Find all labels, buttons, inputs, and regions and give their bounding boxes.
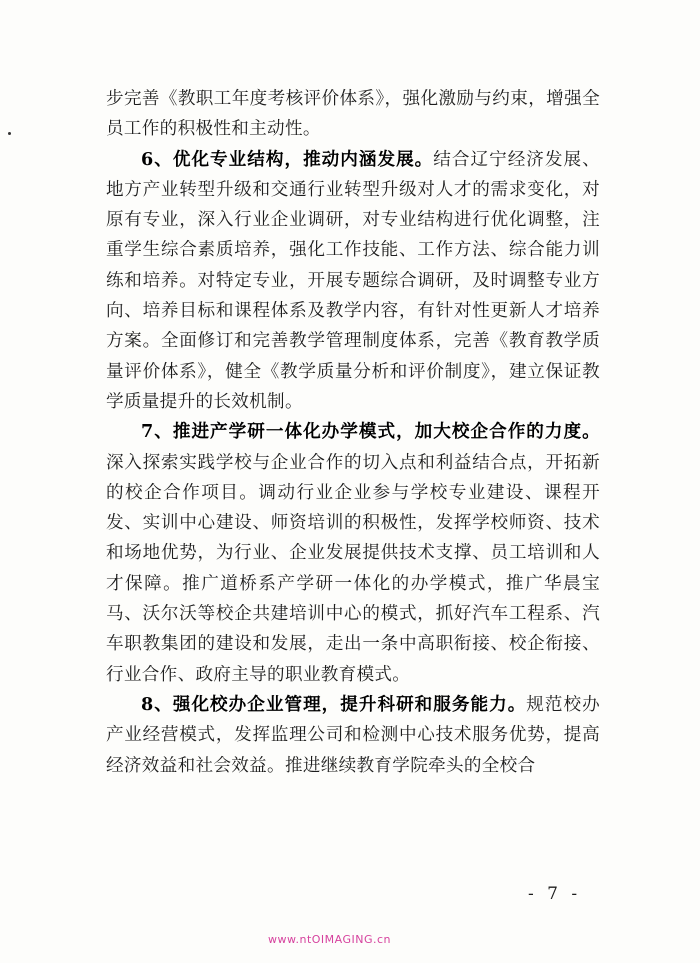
paragraph-item-8 xyxy=(106,690,600,781)
paragraph-text: 步完善《教职工年度考核评价体系》，强化激励与约束，增强全员工作的积极性和主动性。 xyxy=(106,89,600,140)
watermark-text: www.ntOIMAGING.cn xyxy=(268,933,392,946)
paragraph-text: 规范校办产业经营模式，发挥监理公司和检测中心技术服务优势，提高经济效益和社会效益。推进继续教育学院牵头的全校合 xyxy=(106,694,600,776)
paragraph-text: 结合辽宁经济发展、地方产业转型升级和交通行业转型升级对人才的需求变化，对原有专业，深入行业企业调研，对专业结构进行优化调整，注重学生综合素质培养，强化工作技能、工作方法、综合能力训练和培养。对特定专业，开展专题综合调研，及时调整专业方向、培养目标和课程体系及教学内容，有针对性更新人才培养方案。全面修订和完善教学管理制度体系，完善《教育教学质量评价体系》，健全《教学质量分析和评价制度》，建立保证教学质量提升的长效机制。 xyxy=(106,149,601,412)
paragraph-lead: 7、推进产学研一体化办学模式，加大校企合作的力度。 xyxy=(141,421,600,443)
paragraph-item-7 xyxy=(106,417,600,690)
paragraph-lead: 8、强化校办企业管理，提升科研和服务能力。 xyxy=(141,693,527,715)
paragraph-text: 深入探索实践学校与企业合作的切入点和利益结合点，开拓新的校企合作项目。调动行业企业参与学校专业建设、课程开发、实训中心建设、师资培训的积极性，发挥学校师资、技术和场地优势，为行业、企业发展提供技术支撑、员工培训和人才保障。推广道桥系产学研一体化的办学模式，推广华晨宝马、沃尔沃等校企共建培训中心的模式，抓好汽车工程系、汽车职教集团的建设和发展，走出一条中高职衔接、校企衔接、行业合作、政府主导的职业教育模式。 xyxy=(106,452,600,685)
body-text xyxy=(106,84,600,781)
paragraph-continuation xyxy=(106,84,600,145)
scan-speck xyxy=(8,132,11,135)
paragraph-lead: 6、优化专业结构，推动内涵发展。 xyxy=(141,148,434,170)
paragraph-item-6 xyxy=(106,145,600,418)
page-number: - 7 - xyxy=(528,884,582,904)
